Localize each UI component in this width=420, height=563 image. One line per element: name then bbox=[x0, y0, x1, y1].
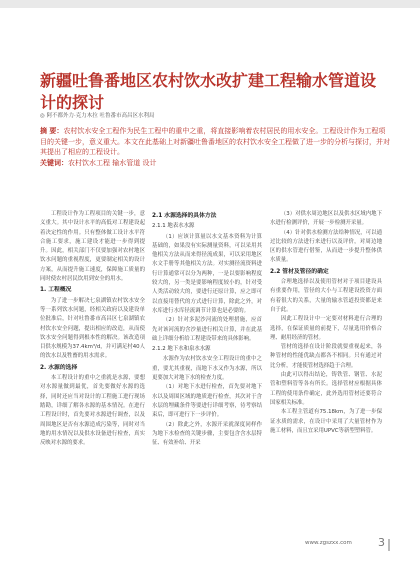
keywords-text: 农村饮水工程 输水管道 设计 bbox=[68, 158, 157, 167]
paragraph: （3）对供水周边地区以及供水区域内地下水进行检测评价，开展一步检测开采量。 bbox=[270, 211, 382, 227]
paragraph: （1）对地下水进行检查，首先要对地下水以及周围区域的地质进行检查，其次对于含水层的埋藏条件等要进行详细考察，待考察结束后，即可进行下一步评价。 bbox=[152, 384, 262, 419]
paragraph: （1）应该计算量以水文基本资料为计算基础的，如果没有实际测量资料，可以采用其他相关方法从而来得径流成果，可以采用地区水文手册等其他相关方法。对实测径流资料进行计算通常可以分为两种，一是以要影响程度较大的，另一类是要影响程度较小的，针对受人类活动较大的，要进行还原计算，应之即可以直接用替代的方式进行计算，除此之外，对水库进行水库径流调节计算也是必要的。 bbox=[152, 233, 262, 314]
footer-divider bbox=[388, 539, 390, 551]
paragraph: 工程设计作为工程项目的关键一步，意义重大。其中设计水平的高低对工程建设起着决定性的作用。只有整体做工设计水平符合施工要求，施工建设才能进一步得到提升。因此，相关部门不仅要加强对农村地区饮水问题的重视程度，更要制定相关的设计方案，从而提升施工速度，保障施工质量的同时使农村居民饮用到安全的用水。 bbox=[40, 211, 145, 283]
section-heading: 2.2 管材及管径的确定 bbox=[270, 268, 329, 275]
author-line: ◎ 阿不都外力·克力木拉 吐鲁番市高昌区水利局 bbox=[40, 113, 155, 119]
paragraph: 为了进一步解决七泉湖镇农村饮水安全等一系列饮水问题，经相关政府以及建设单位批准后，针对吐鲁番市高昌区七泉湖镇农村饮水安全问题，提出相应的改造，从而使饮水安全问题得到根本性的解决。该改造项目供水规模为37.4km³/d，并可满足村40人的饮水以及牲畜的用水需求。 bbox=[40, 297, 145, 360]
footer-url: www.zgszxx.com bbox=[305, 540, 352, 546]
section-heading: 2.1.2 地下水和泉水水源 bbox=[152, 346, 211, 353]
section-heading: 2.1 水源选择的具体方法 bbox=[152, 213, 217, 219]
abstract-text: 农村饮水安全工程作为民生工程中的重中之重，将直接影响着农村居民的用水安全。工程设计作为工程项目的关键一步，意义重大。本文在此基础上对新疆吐鲁番地区的农村饮水安全工程做了进一步的分析与探讨，并对其提出了相应的工程设计。 bbox=[40, 127, 390, 156]
paragraph: 本工程主管道有75.18km，为了进一步保证水质的需求，在设计中采用了大量管材作为施工材料，而且宜采用UPVC等新型塑料管。 bbox=[270, 409, 382, 434]
paragraph: （2）针对多泥沙河流的处理措施，应首先对该河流的含沙量进行相关计算，并在此基础上详细分析给工程建设带来的具体影响。 bbox=[152, 317, 262, 342]
keywords bbox=[40, 158, 390, 169]
section-heading: 1. 工程概况 bbox=[40, 287, 72, 294]
article-title: 新疆吐鲁番地区农村饮水改扩建工程输水管道设计的探讨 bbox=[40, 71, 377, 112]
keywords-label: 关键词： bbox=[40, 158, 68, 167]
paragraph: （4）针对供水检测方法给种情况，可以通过比较的方法进行来进行以及评价，对周边地区的供水管进行借鉴，从而进一步提升整体供水质量。 bbox=[270, 229, 382, 264]
abstract-label: 摘 要： bbox=[40, 127, 64, 135]
abstract-block bbox=[40, 126, 390, 168]
top-bar bbox=[0, 0, 420, 8]
column-2 bbox=[152, 210, 262, 448]
abstract bbox=[40, 126, 390, 158]
page-number: 3 bbox=[378, 536, 385, 549]
paragraph: 由此可以得出结论，铸铁管、钢管、水泥管和塑料管等各有所长。选择管材应根据具体工程的使用条件确定，此外选用管材还要符合国家相关标准。 bbox=[270, 372, 382, 406]
paragraph: 本工程设计的重中之重就是水源，要想对水源量做到最优，首先要做好水源的选择，同时还应当对设计的工程施工进行现场踏勘，详细了解各水源的基本情况。在进行工程设计时，首先要对水源进行调查，以及周围地区是否有水源造成污染等，同时对当地的用水情况以及供水设备进行检查，真实反映对水源的要求。 bbox=[40, 375, 145, 447]
section-heading: 2. 水源的选择 bbox=[40, 364, 78, 371]
footer bbox=[0, 536, 420, 556]
paragraph: 管材的选择在设计阶段就要重视起来，各种管材的性能优缺点都各不相同。只有通过对比分析，才能使管材选择趋于合理。 bbox=[270, 344, 382, 369]
paragraph: 水源作为农村饮水安全工程设计的重中之重，要尤其重视，而地下水又作为水源，所以更要加大对地下水的检查力度。 bbox=[152, 356, 262, 382]
paragraph: 因此工程设计中一定要对材料进行合理的选择，在保证质量的前提下，尽量选用价格合理、耐用经济的管材。 bbox=[270, 316, 382, 341]
section-heading: 2.1.1 地表水水源 bbox=[152, 223, 195, 230]
authors bbox=[40, 111, 155, 119]
column-3 bbox=[270, 210, 382, 436]
paragraph: 合理地选择以及使用管材对于项目建设具有重要作用，管径的大小与工程建设投资方面有着很大的关系，大量的输水管道投资都是来自于此。 bbox=[270, 279, 382, 313]
column-1 bbox=[40, 210, 145, 448]
paragraph: （2）除此之外，水源开采就深度同样作为地下水检查的关键步骤，主要包含含水层特征、有效补给、开采 bbox=[152, 421, 262, 447]
